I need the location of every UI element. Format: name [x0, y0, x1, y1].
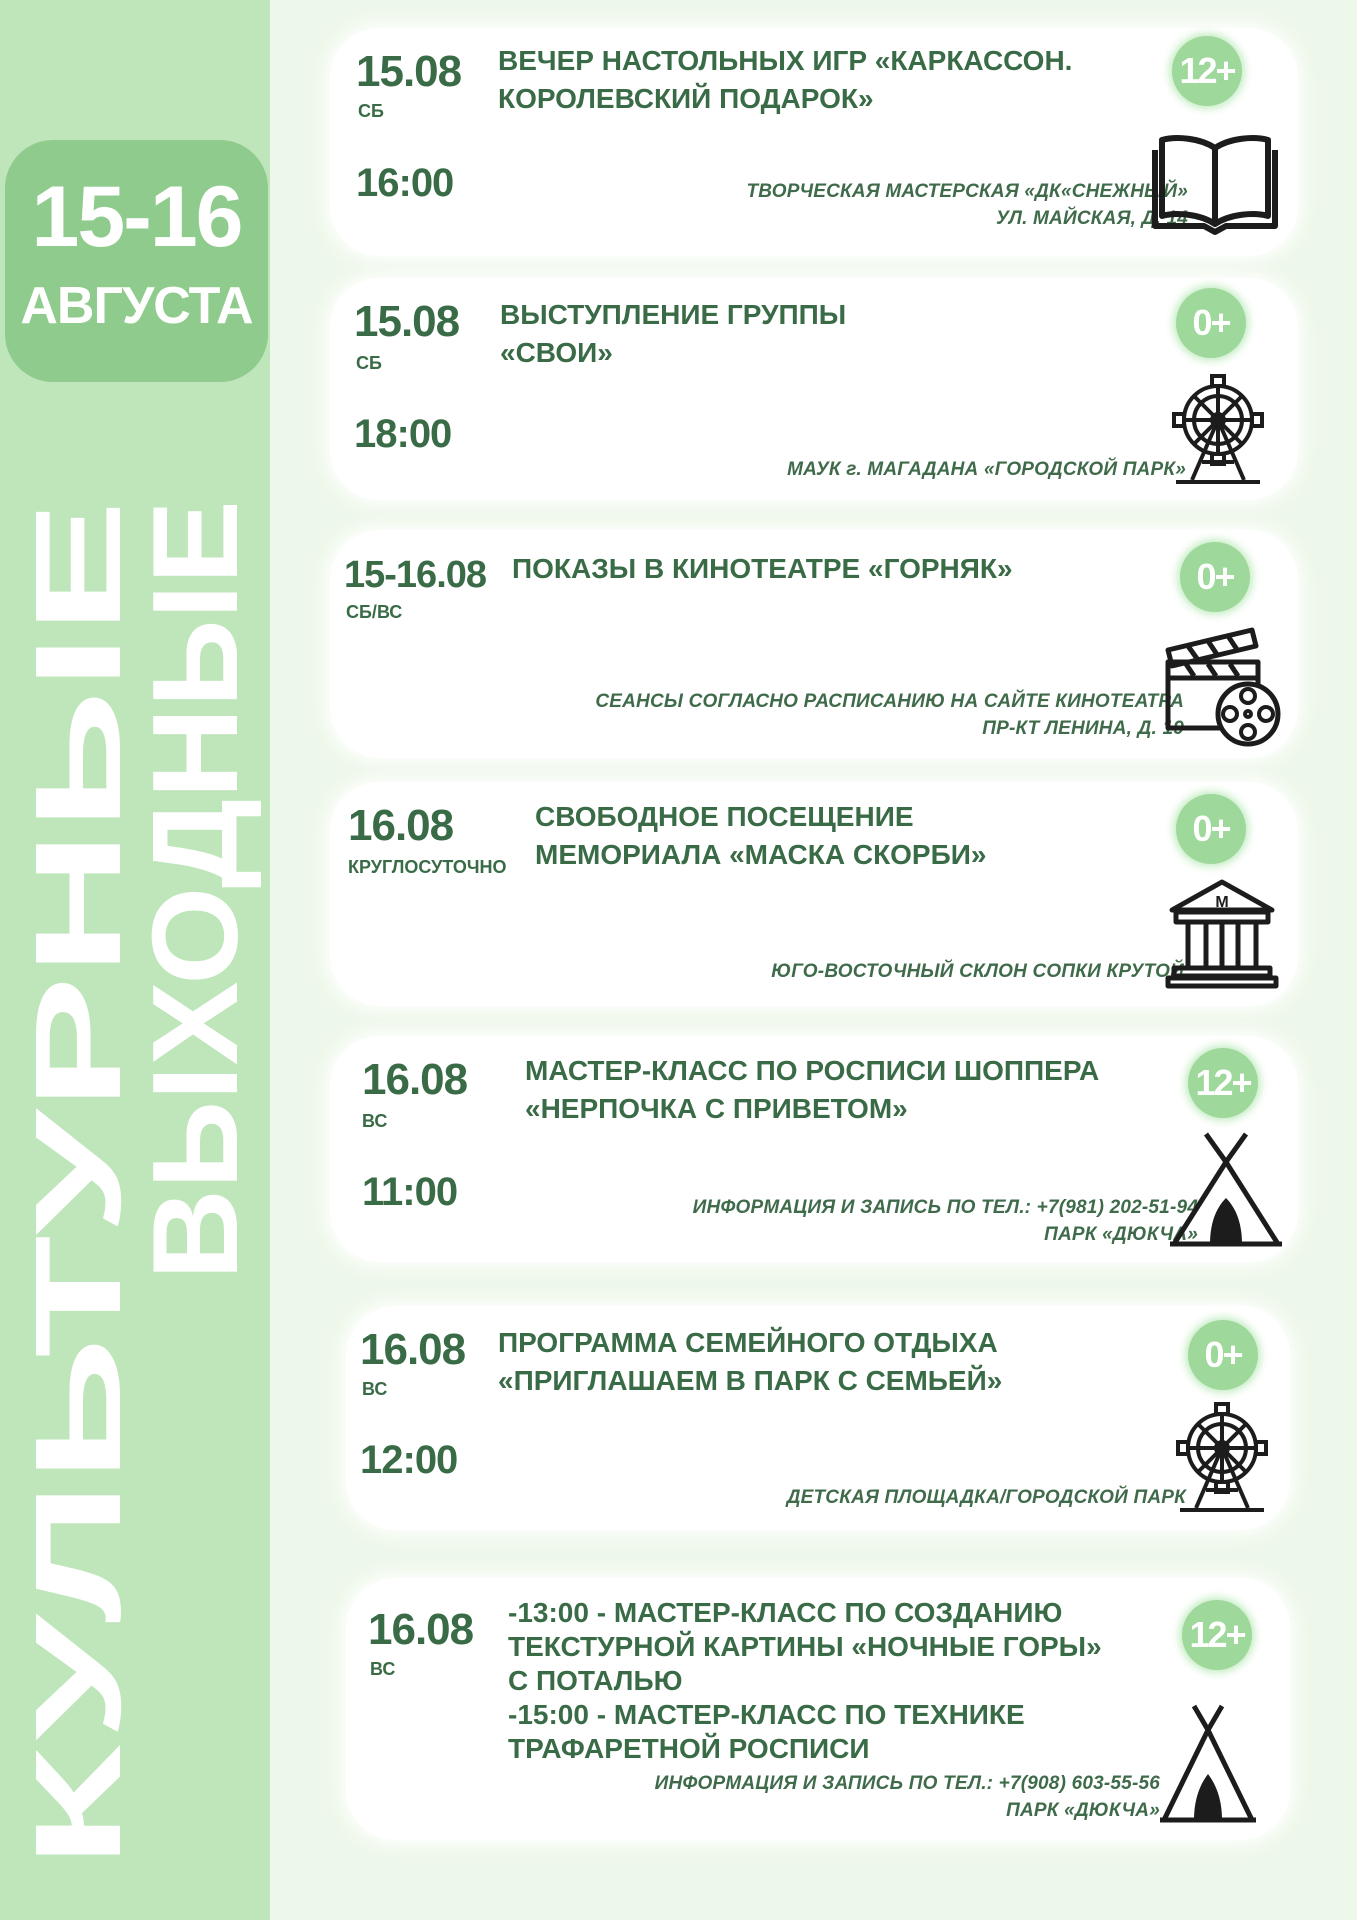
event-time: 16:00 [356, 161, 454, 205]
event-day: ВС [362, 1379, 388, 1399]
age-rating-badge: 0+ [1176, 288, 1246, 358]
event-day: ВС [370, 1659, 396, 1679]
event-date: 16.08 [348, 801, 454, 850]
event-day: СБ/ВС [346, 602, 403, 622]
ferris-wheel-icon [1170, 1402, 1274, 1518]
title-line-1: КУЛЬТУРНЫЕ [10, 1037, 146, 1868]
event-title: МАСТЕР-КЛАСС ПО РОСПИСИ ШОППЕРА «НЕРПОЧКА С ПРИВЕТОМ» [525, 1055, 1100, 1124]
program-text: ТРАФАРЕТНОЙ РОСПИСИ [508, 1733, 870, 1764]
event-day: СБ [356, 353, 382, 373]
event-time: 18:00 [354, 412, 452, 456]
ferris-wheel-icon [1166, 374, 1270, 490]
age-rating-badge: 12+ [1188, 1048, 1258, 1118]
date-badge [5, 140, 268, 382]
event-card [346, 1578, 1290, 1840]
age-rating-badge: 12+ [1182, 1600, 1252, 1670]
event-card [330, 28, 1298, 256]
event-location: МАУК г. МАГАДАНА «ГОРОДСКОЙ ПАРК» [787, 459, 1186, 480]
event-day: СБ [358, 101, 384, 121]
tepee-icon [1158, 1704, 1258, 1826]
event-location: ИНФОРМАЦИЯ И ЗАПИСЬ ПО ТЕЛ.: +7(908) 603-55-56 ПАРК «ДЮКЧА» [654, 1773, 1160, 1821]
badge-days: 15-16 [31, 169, 242, 265]
event-title: ВЫСТУПЛЕНИЕ ГРУППЫ «СВОИ» [500, 299, 847, 368]
event-card [330, 530, 1298, 758]
event-location: ИНФОРМАЦИЯ И ЗАПИСЬ ПО ТЕЛ.: +7(981) 202-51-94 ПАРК «ДЮКЧА» [692, 1197, 1198, 1245]
event-location: ТВОРЧЕСКАЯ МАСТЕРСКАЯ «ДК«СНЕЖНЫЙ» УЛ. МАЙСКАЯ, Д. 14 [746, 181, 1188, 229]
age-rating-badge: 0+ [1180, 542, 1250, 612]
clapperboard-film-icon [1164, 622, 1282, 744]
book-icon [1152, 134, 1278, 234]
event-card [330, 782, 1298, 1006]
event-date: 15-16.08 [344, 554, 487, 596]
event-date: 16.08 [360, 1325, 466, 1374]
event-time: 11:00 [362, 1170, 458, 1214]
event-day: КРУГЛОСУТОЧНО [348, 857, 507, 877]
event-location: ДЕТСКАЯ ПЛОЩАДКА/ГОРОДСКОЙ ПАРК [786, 1487, 1186, 1508]
event-date: 16.08 [362, 1055, 468, 1104]
age-rating-badge: 0+ [1176, 794, 1246, 864]
program-time: -13:00 [508, 1597, 589, 1628]
event-program [508, 1596, 1102, 1766]
program-text: - МАСТЕР-КЛАСС ПО ТЕХНИКЕ [588, 1699, 1025, 1730]
sidebar [0, 0, 270, 1920]
event-day: ВС [362, 1111, 388, 1131]
event-title: ВЕЧЕР НАСТОЛЬНЫХ ИГР «КАРКАССОН. КОРОЛЕВСКИЙ ПОДАРОК» [498, 45, 1073, 114]
program-text: ТЕКСТУРНОЙ КАРТИНЫ «НОЧНЫЕ ГОРЫ» [508, 1631, 1102, 1662]
event-title: СВОБОДНОЕ ПОСЕЩЕНИЕ МЕМОРИАЛА «МАСКА СКОРБИ» [535, 801, 987, 870]
title-line-2: ВЫХОДНЫЕ [127, 525, 263, 1280]
age-rating-badge: 12+ [1172, 36, 1242, 106]
event-date: 15.08 [356, 47, 462, 96]
event-time: 12:00 [360, 1438, 458, 1482]
program-text: - МАСТЕР-КЛАСС ПО СОЗДАНИЮ [588, 1597, 1063, 1628]
event-date: 16.08 [368, 1605, 474, 1654]
vertical-title [10, 500, 263, 1870]
age-rating-badge: 0+ [1188, 1320, 1258, 1390]
event-location: СЕАНСЫ СОГЛАСНО РАСПИСАНИЮ НА САЙТЕ КИНОТЕАТРА ПР-КТ ЛЕНИНА, Д. 19 [595, 691, 1184, 739]
event-date: 15.08 [354, 297, 460, 346]
tepee-icon [1166, 1132, 1286, 1250]
event-card [330, 1036, 1298, 1262]
event-title: ПРОГРАММА СЕМЕЙНОГО ОТДЫХА «ПРИГЛАШАЕМ В ПАРК С СЕМЬЕЙ» [498, 1327, 1003, 1396]
program-text: С ПОТАЛЬЮ [508, 1665, 683, 1696]
event-card [346, 1306, 1290, 1530]
museum-icon-letter: М [1215, 894, 1229, 911]
museum-icon [1166, 878, 1278, 988]
event-card [330, 278, 1298, 500]
program-time: -15:00 [508, 1699, 589, 1730]
event-title: ПОКАЗЫ В КИНОТЕАТРЕ «ГОРНЯК» [512, 553, 1013, 584]
badge-month: АВГУСТА [20, 277, 253, 335]
event-location: ЮГО-ВОСТОЧНЫЙ СКЛОН СОПКИ КРУТОЙ [771, 961, 1184, 982]
